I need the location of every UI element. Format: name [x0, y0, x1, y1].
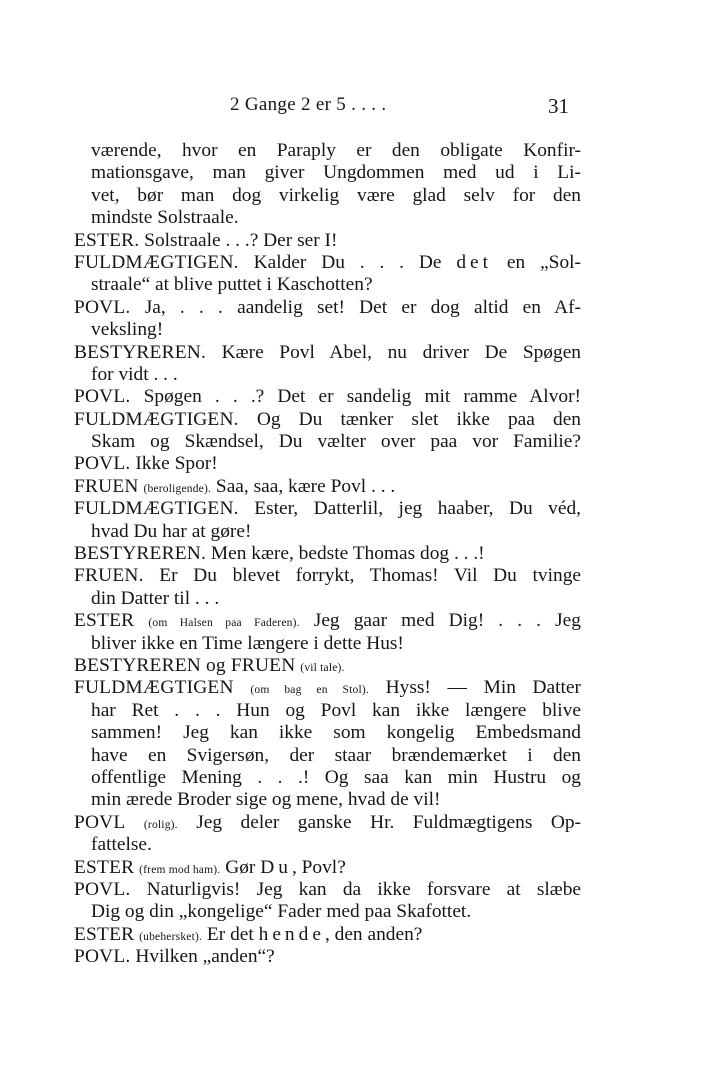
dialogue-text: Men kære, bedste Thomas dog . . .! — [206, 543, 485, 565]
dialogue-text: Dig og din „kongelige“ Fader med paa Skafottet. — [91, 901, 472, 923]
speaker-name: BESTYREREN og FRUEN — [74, 654, 296, 676]
dialogue-text: Spøgen . . .? Det er sandelig mit ramme Alvor! — [130, 386, 581, 408]
dialogue-text: Jeg deler ganske Hr. Fuldmægtigens Op- — [177, 811, 581, 833]
speaker-name: FULDMÆGTIGEN. — [74, 408, 239, 430]
text-line — [74, 857, 581, 879]
dialogue-text: veksling! — [91, 319, 164, 341]
dialogue-text: fattelse. — [91, 834, 152, 856]
speaker-name: FULDMÆGTIGEN. — [74, 251, 239, 273]
spaced-emphasis: Du — [260, 856, 292, 878]
spaced-emphasis: det — [456, 251, 493, 273]
dialogue-text — [134, 610, 148, 631]
dialogue-text: Er det — [202, 923, 259, 945]
dialogue-text — [125, 812, 143, 833]
text-line — [74, 431, 581, 453]
speaker-name: FRUEN. — [74, 565, 144, 587]
text-line — [74, 409, 581, 431]
dialogue-text: mationsgave, man giver Ungdommen med ud i Li- — [91, 162, 581, 184]
stage-direction: (frem mod ham). — [139, 863, 221, 876]
text-line — [74, 901, 581, 923]
text-line — [74, 162, 581, 184]
dialogue-text: Er Du blevet forrykt, Thomas! Vil Du tvinge — [143, 565, 581, 587]
dialogue-text: din Datter til . . . — [91, 587, 220, 609]
text-line — [74, 521, 581, 543]
text-line — [74, 565, 581, 587]
speaker-name: BESTYREREN. — [74, 341, 207, 363]
text-line — [74, 588, 581, 610]
dialogue-text: straale“ at blive puttet i Kaschotten? — [91, 274, 373, 296]
stage-direction: (om Halsen paa Faderen). — [148, 617, 300, 630]
dialogue-text: har Ret . . . Hun og Povl kan ikke længere blive — [91, 699, 581, 721]
dialogue-text: Gør — [220, 856, 261, 878]
text-line — [74, 252, 581, 274]
stage-direction: (om bag en Stol). — [250, 684, 369, 697]
dialogue-text: Ja, . . . aandelig set! Det er dog altid en Af- — [130, 296, 581, 318]
dialogue-text: Hyss! — Min Datter — [369, 677, 581, 699]
text-line — [74, 812, 581, 834]
stage-direction: (ubehersket). — [139, 930, 203, 943]
text-line — [74, 924, 581, 946]
speaker-name: ESTER — [74, 856, 135, 878]
text-line — [74, 185, 581, 207]
text-line — [74, 722, 581, 744]
stage-direction: (beroligende). — [143, 482, 212, 495]
text-line — [74, 700, 581, 722]
stage-direction: (rolig). — [143, 818, 178, 831]
text-line — [74, 140, 581, 162]
dialogue-text: Solstraale . . .? Der ser I! — [139, 229, 338, 251]
speaker-name: ESTER — [74, 923, 135, 945]
text-line — [74, 633, 581, 655]
text-line — [74, 453, 581, 475]
speaker-name: ESTER — [74, 610, 135, 632]
text-line — [74, 677, 581, 699]
text-line — [74, 767, 581, 789]
dialogue-text: værende, hvor en Paraply er den obligate Konfir- — [91, 140, 581, 161]
dialogue-text: Ikke Spor! — [130, 453, 218, 475]
speaker-name: POVL. — [74, 386, 131, 408]
dialogue-text: Saa, saa, kære Povl . . . — [211, 475, 396, 497]
dialogue-text: Naturligvis! Jeg kan da ikke forsvare at slæbe — [130, 878, 581, 900]
dialogue-text: for vidt . . . — [91, 363, 178, 385]
text-line — [74, 274, 581, 296]
dialogue-text: mindste Solstraale. — [91, 207, 239, 229]
text-line — [74, 364, 581, 386]
text-line — [74, 297, 581, 319]
dialogue-text: sammen! Jeg kan ikke som kongelig Embedsmand — [91, 722, 581, 744]
dialogue-text: min ærede Broder sige og mene, hvad de vil! — [91, 789, 441, 811]
text-line — [74, 879, 581, 901]
text-line — [74, 319, 581, 341]
running-title: 2 Gange 2 er 5 . . . . — [230, 94, 387, 115]
text-line — [74, 342, 581, 364]
page-number: 31 — [548, 94, 569, 118]
dialogue-text: hvad Du har at gøre! — [91, 520, 252, 542]
text-line — [74, 476, 581, 498]
speaker-name: FULDMÆGTIGEN. — [74, 498, 239, 520]
dialogue-text: offentlige Mening . . .! Og saa kan min Hustru og — [91, 766, 581, 788]
speaker-name: POVL. — [74, 453, 131, 475]
text-line — [74, 610, 581, 632]
speaker-name: ESTER. — [74, 229, 140, 251]
dialogue-text: Ester, Datterlil, jeg haaber, Du véd, — [238, 498, 581, 520]
text-line — [74, 230, 581, 252]
text-line — [74, 655, 581, 677]
dialogue-text: Kære Povl Abel, nu driver De Spøgen — [206, 341, 581, 363]
dialogue-text: Jeg gaar med Dig! . . . Jeg — [299, 610, 581, 632]
dialogue-text: , Povl? — [291, 856, 346, 878]
speaker-name: FRUEN — [74, 475, 139, 497]
speaker-name: POVL. — [74, 296, 131, 318]
dialogue-text: Og Du tænker slet ikke paa den — [238, 408, 581, 430]
dialogue-text: bliver ikke en Time længere i dette Hus! — [91, 632, 404, 654]
speaker-name: POVL. — [74, 946, 131, 968]
play-text — [74, 140, 581, 968]
page-header — [0, 94, 712, 122]
text-line — [74, 789, 581, 811]
text-line — [74, 834, 581, 856]
dialogue-text: , den anden? — [324, 923, 423, 945]
speaker-name: FULDMÆGTIGEN — [74, 677, 234, 699]
spaced-emphasis: hende — [258, 923, 325, 945]
dialogue-text: Hvilken „anden“? — [130, 946, 275, 968]
stage-direction: (vil tale). — [300, 661, 345, 674]
dialogue-text: vet, bør man dog virkelig være glad selv for den — [91, 184, 581, 206]
dialogue-text: en „Sol- — [492, 251, 581, 273]
text-line — [74, 386, 581, 408]
speaker-name: BESTYREREN. — [74, 543, 207, 565]
dialogue-text: Kalder Du . . . De — [238, 251, 457, 273]
dialogue-text: have en Svigersøn, der staar brændemærket i den — [91, 744, 581, 766]
dialogue-text: Skam og Skændsel, Du vælter over paa vor Familie? — [91, 431, 581, 453]
speaker-name: POVL. — [74, 878, 131, 900]
speaker-name: POVL — [74, 811, 126, 833]
text-line — [74, 946, 581, 968]
text-line — [74, 745, 581, 767]
dialogue-text — [234, 677, 251, 698]
text-line — [74, 207, 581, 229]
text-line — [74, 543, 581, 565]
text-line — [74, 498, 581, 520]
